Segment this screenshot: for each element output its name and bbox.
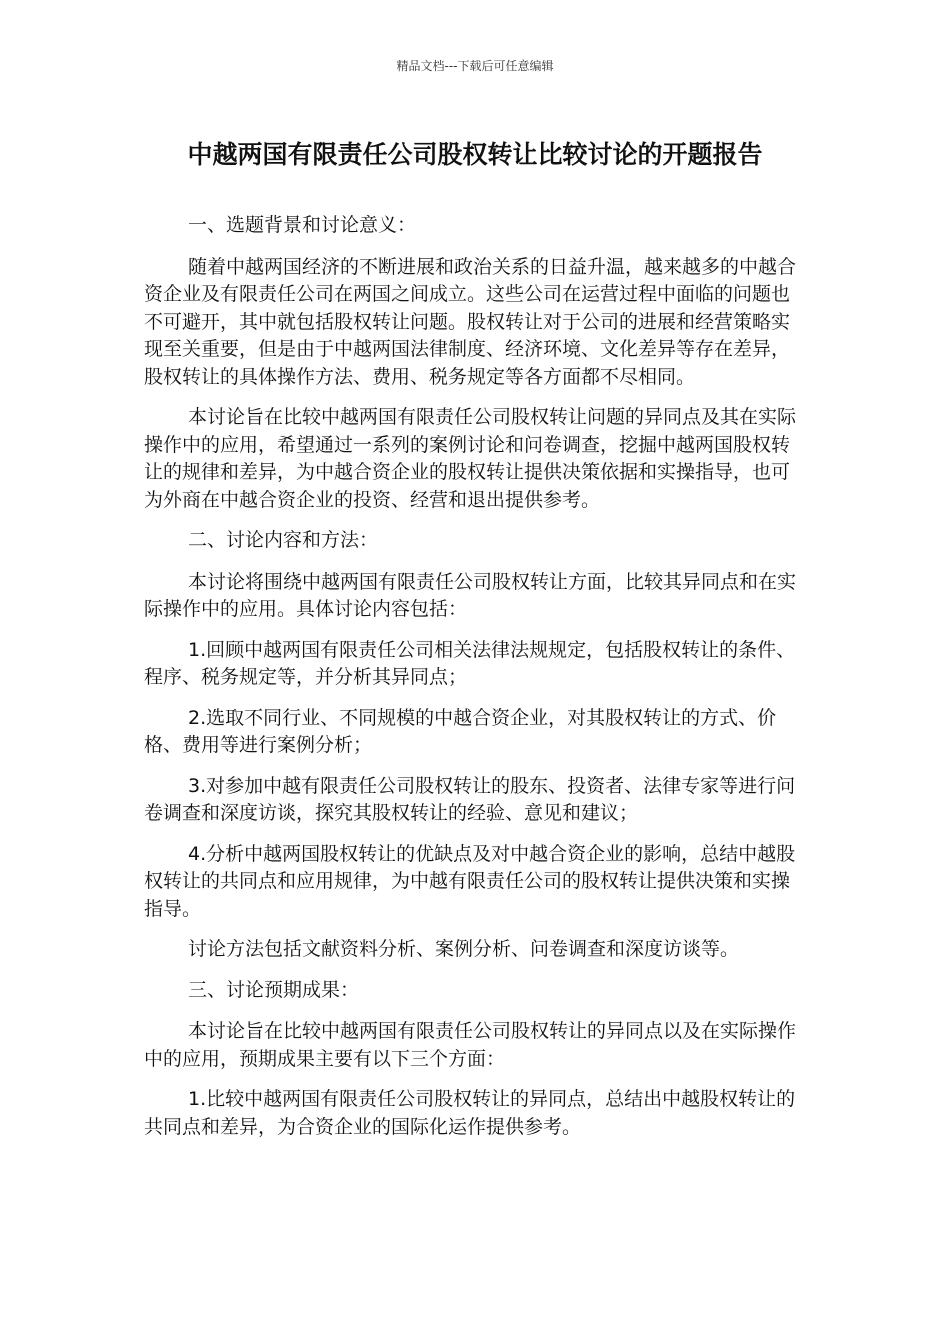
paragraph-results-intro: 本讨论旨在比较中越两国有限责任公司股权转让的异同点以及在实际操作中的应用，预期成果主要有以下三个方面： <box>144 1020 797 1070</box>
section-heading-background: 一、选题背景和讨论意义： <box>188 214 417 236</box>
list-item-3: 3.对参加中越有限责任公司股权转让的股东、投资者、法律专家等进行问卷调查和深度访谈，探究其股权转让的经验、意见和建议； <box>144 774 796 824</box>
document-title: 中越两国有限责任公司股权转让比较讨论的开题报告 <box>187 140 763 169</box>
list-item-1: 1.回顾中越两国有限责任公司相关法律法规规定，包括股权转让的条件、程序、税务规定等，并分析其异同点； <box>144 638 796 688</box>
results-item-1: 1.比较中越两国有限责任公司股权转让的异同点，总结出中越股权转让的共同点和差异，为合资企业的国际化运作提供参考。 <box>144 1088 796 1138</box>
paragraph-methods: 讨论方法包括文献资料分析、案例分析、问卷调查和深度访谈等。 <box>188 938 740 960</box>
paragraph-background: 随着中越两国经济的不断进展和政治关系的日益升温，越来越多的中越合资企业及有限责任公司在两国之间成立。这些公司在运营过程中面临的问题也不可避开，其中就包括股权转让问题。股权转让对于公司的进展和经营策略实现至关重要，但是由于中越两国法律制度、经济环境、文化差异等存在差异，股权转让的具体操作方法、费用、税务规定等各方面都不尽相同。 <box>144 255 797 388</box>
header-note: 精品文档---下载后可任意编辑 <box>396 59 554 73</box>
section-heading-content-methods: 二、讨论内容和方法： <box>188 529 379 551</box>
document-body <box>144 212 804 1154</box>
list-item-4: 4.分析中越两国股权转让的优缺点及对中越合资企业的影响，总结中越股权转让的共同点和应用规律，为中越有限责任公司的股权转让提供决策和实操指导。 <box>144 842 796 920</box>
paragraph-content-intro: 本讨论将围绕中越两国有限责任公司股权转让方面，比较其异同点和在实际操作中的应用。具体讨论内容包括： <box>144 570 797 620</box>
paragraph-purpose: 本讨论旨在比较中越两国有限责任公司股权转让问题的异同点及其在实际操作中的应用，希望通过一系列的案例讨论和问卷调查，挖掘中越两国股权转让的规律和差异，为中越合资企业的股权转让提供决策依据和实操指导，也可为外商在中越合资企业的投资、经营和退出提供参考。 <box>144 406 797 511</box>
section-heading-expected-results: 三、讨论预期成果： <box>188 978 360 1001</box>
list-item-2: 2.选取不同行业、不同规模的中越合资企业，对其股权转让的方式、价格、费用等进行案例分析； <box>144 706 777 756</box>
